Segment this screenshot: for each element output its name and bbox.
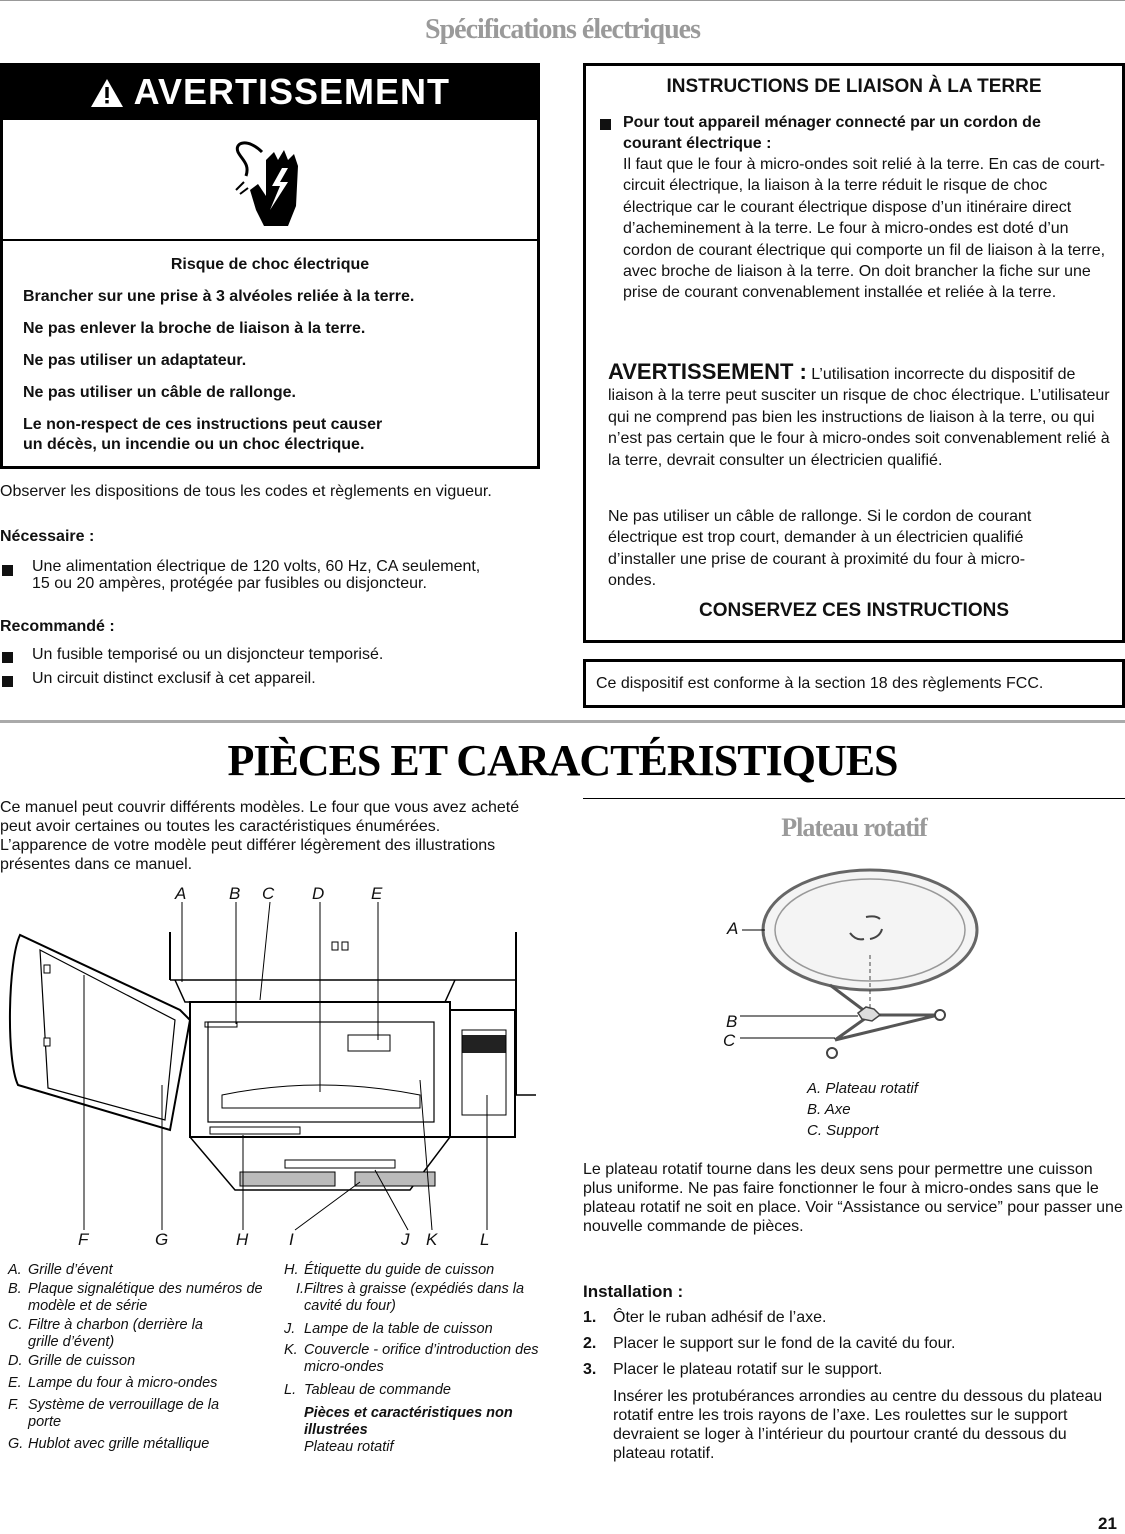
recommended-bullet-icon: [2, 650, 13, 668]
warning-divider-bottom: [3, 239, 537, 241]
legend-item: F. Système de verrouillage de la porte: [8, 1397, 220, 1430]
required-bullet-icon: [2, 563, 13, 581]
oven-diagram: [0, 880, 545, 1255]
warning-divider-top: [3, 118, 537, 120]
grounding-warning: [608, 361, 1113, 471]
warning-line: Le non-respect de ces instructions peut causer: [23, 416, 383, 433]
turntable-legend-item: B. Axe: [807, 1101, 851, 1118]
grounding-warning-label: AVERTISSEMENT :: [608, 359, 807, 384]
turntable-diagram: [720, 855, 980, 1070]
legend-item: H. Étiquette du guide de cuisson: [284, 1262, 495, 1278]
warning-line: Ne pas utiliser un câble de rallonge.: [23, 384, 296, 401]
turntable-legend: [807, 1078, 918, 1141]
warning-box: [0, 63, 540, 469]
turntable-legend-item: A. Plateau rotatif: [807, 1080, 918, 1097]
parts-legend-left: [8, 1262, 263, 1453]
turntable-illustration: [720, 855, 980, 1070]
install-step: 1. Ôter le ruban adhésif de l’axe.: [583, 1309, 827, 1326]
turntable-rule: [583, 798, 1125, 799]
recommended-bullet-icon: [2, 674, 13, 692]
diagram-label-l: L: [480, 1230, 490, 1249]
section-divider: [0, 720, 1125, 723]
grounding-box: [583, 63, 1125, 643]
install-step: 3. Placer le plateau rotatif sur le support.: [583, 1361, 883, 1378]
grounding-warning-text: L’utilisation incorrecte du dispositif de liaison à la terre peut susciter un risque de choc électrique. L’utilisateur qui ne comprend pas bien les instructions de liaison à la terre, ou qui n’est pas certain que le four à micro-ondes soit convenablement relié à la terre, devrait consulter un électricien qualifié.: [608, 366, 1110, 469]
recommended-item: Un circuit distinct exclusif à cet appareil.: [32, 670, 316, 687]
page-number: 21: [1098, 1514, 1117, 1533]
required-item: Une alimentation électrique de 120 volts, 60 Hz, CA seulement, 15 ou 20 ampères, protégée par fusibles ou disjoncteur.: [32, 558, 481, 592]
diagram-label-a: A: [175, 884, 187, 903]
legend-item: I. Filtres à graisse (expédiés dans la cavité du four): [295, 1281, 525, 1314]
fcc-notice: Ce dispositif est conforme à la section 18 des règlements FCC.: [583, 659, 1125, 708]
install-step: 2. Placer le support sur le fond de la cavité du four.: [583, 1335, 956, 1352]
warning-triangle-icon: [90, 70, 124, 122]
warning-line: Brancher sur une prise à 3 alvéoles reliée à la terre.: [23, 288, 415, 305]
diagram-label-i: I: [289, 1230, 294, 1249]
diagram-label-j: J: [401, 1230, 410, 1249]
codes-paragraph: Observer les dispositions de tous les codes et règlements en vigueur.: [0, 483, 492, 500]
required-label: Nécessaire :: [0, 528, 95, 545]
grounding-bullet-icon: [600, 117, 611, 135]
turntable-label-a: A: [727, 919, 739, 938]
install-step3-detail: Insérer les protubérances arrondies au centre du dessous du plateau rotatif entre les trois rayons de l’axe. Les roulettes sur le support devraient se loger à l’intérieur du pourtour cranté du dessous du plateau rotatif.: [613, 1388, 1103, 1462]
diagram-label-h: H: [236, 1230, 249, 1249]
turntable-description: Le plateau rotatif tourne dans les deux sens pour permettre une cuisson plus uniforme. Ne pas faire fonctionner le four à micro-ondes sans que le plateau rotatif ne soit en place. Voir “Assistance ou service” pour passer une nouvelle commande de pièces.: [583, 1161, 1123, 1235]
not-shown-title: Pièces et caractéristiques non illustrées: [304, 1405, 513, 1438]
installation-title: Installation :: [583, 1282, 684, 1301]
grounding-bullet-bold: Pour tout appareil ménager connecté par un cordon de courant électrique :: [623, 114, 1041, 152]
oven-illustration: [0, 880, 545, 1255]
grounding-bullet-text: Il faut que le four à micro-ondes soit relié à la terre. En cas de court-circuit électrique, la liaison à la terre réduit le risque de choc électrique car le courant électrique dispose d’un itinéraire direct d’acheminement à la terre. Le four à micro-ondes est doté d’un cordon de courant électrique qui comporte un fil de liaison à la terre, avec broche de liaison à la terre. On doit brancher la fiche sur une prise de courant convenablement installée et reliée à la terre.: [623, 156, 1106, 302]
warning-risk: Risque de choc électrique: [170, 256, 370, 273]
parts-title: PIÈCES ET CARACTÉRISTIQUES: [227, 736, 898, 785]
legend-item: B. Plaque signalétique des numéros de modèle et de série: [8, 1281, 263, 1314]
diagram-label-f: F: [78, 1230, 89, 1249]
top-rule: [0, 0, 1125, 1]
legend-item: J. Lampe de la table de cuisson: [284, 1321, 493, 1337]
parts-legend-right: [284, 1262, 544, 1456]
warning-header: AVERTISSEMENT: [3, 66, 537, 118]
legend-item: C. Filtre à charbon (derrière la grille d’évent): [8, 1317, 203, 1350]
legend-item: G. Hublot avec grille métallique: [8, 1436, 210, 1452]
extension-paragraph: Ne pas utiliser un câble de rallonge. Si le cordon de courant électrique est trop court, demander à un électricien qualifié d’installer une prise de courant à proximité du four à micro-ondes.: [608, 508, 1032, 590]
diagram-label-d: D: [312, 884, 325, 903]
warning-line: un décès, un incendie ou un choc électrique.: [23, 436, 365, 453]
recommended-label: Recommandé :: [0, 618, 115, 635]
section-title: Spécifications électriques: [425, 14, 700, 45]
warning-line: Ne pas utiliser un adaptateur.: [23, 352, 247, 369]
turntable-label-b: B: [726, 1012, 738, 1031]
legend-item: E. Lampe du four à micro-ondes: [8, 1375, 218, 1391]
not-shown-item: Plateau rotatif: [304, 1439, 394, 1455]
recommended-item: Un fusible temporisé ou un disjoncteur temporisé.: [32, 646, 384, 663]
parts-intro: Ce manuel peut couvrir différents modèles. Le four que vous avez acheté peut avoir certaines ou toutes les caractéristiques énumérées. L’apparence de votre modèle peut différer légèrement des illustrations présentes dans ce manuel.: [0, 799, 520, 873]
grounding-title: INSTRUCTIONS DE LIAISON À LA TERRE: [666, 76, 1042, 97]
diagram-label-g: G: [155, 1230, 169, 1249]
legend-item: D. Grille de cuisson: [8, 1353, 136, 1369]
legend-item: L. Tableau de commande: [284, 1382, 451, 1398]
diagram-label-c: C: [262, 884, 275, 903]
diagram-label-k: K: [426, 1230, 438, 1249]
turntable-title: Plateau rotatif: [781, 813, 927, 842]
save-instructions: CONSERVEZ CES INSTRUCTIONS: [698, 600, 1010, 621]
warning-line: Ne pas enlever la broche de liaison à la terre.: [23, 320, 366, 337]
shock-hazard-icon: [228, 130, 318, 235]
diagram-label-b: B: [229, 884, 241, 903]
turntable-legend-item: C. Support: [807, 1122, 879, 1139]
legend-item: K. Couvercle - orifice d’introduction des micro-ondes: [284, 1342, 539, 1375]
diagram-label-e: E: [371, 884, 383, 903]
legend-item: A. Grille d’évent: [8, 1262, 113, 1278]
turntable-label-c: C: [723, 1031, 736, 1050]
